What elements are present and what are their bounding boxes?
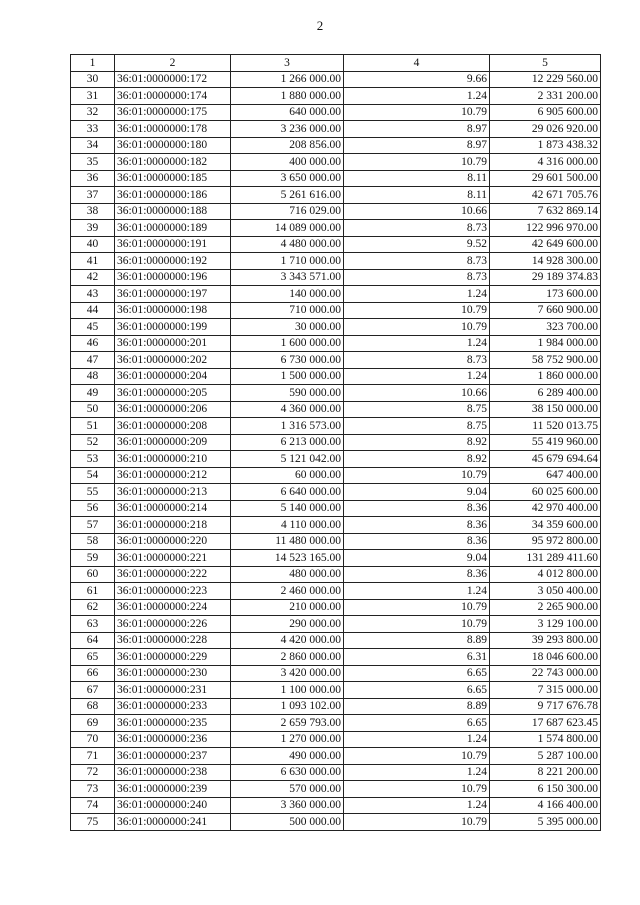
area-cell: 1 270 000.00 (231, 731, 344, 748)
row-number-cell: 58 (71, 533, 115, 550)
rate-cell: 8.92 (344, 451, 490, 468)
value-cell: 6 905 600.00 (490, 104, 601, 121)
value-cell: 42 649 600.00 (490, 236, 601, 253)
area-cell: 480 000.00 (231, 566, 344, 583)
area-cell: 208 856.00 (231, 137, 344, 154)
row-number-cell: 74 (71, 797, 115, 814)
table-row (71, 682, 601, 699)
table-row (71, 88, 601, 105)
cadastral-number-cell: 36:01:0000000:189 (115, 220, 231, 237)
table-row (71, 632, 601, 649)
area-cell: 14 089 000.00 (231, 220, 344, 237)
value-cell: 95 972 800.00 (490, 533, 601, 550)
rate-cell: 8.11 (344, 187, 490, 204)
rate-cell: 8.73 (344, 352, 490, 369)
cadastral-number-cell: 36:01:0000000:239 (115, 781, 231, 798)
rate-cell: 9.04 (344, 484, 490, 501)
cadastral-number-cell: 36:01:0000000:240 (115, 797, 231, 814)
table-row (71, 253, 601, 270)
area-cell: 11 480 000.00 (231, 533, 344, 550)
value-cell: 131 289 411.60 (490, 550, 601, 567)
rate-cell: 10.79 (344, 319, 490, 336)
rate-cell: 1.24 (344, 797, 490, 814)
rate-cell: 8.36 (344, 533, 490, 550)
row-number-cell: 59 (71, 550, 115, 567)
row-number-cell: 73 (71, 781, 115, 798)
column-header: 5 (490, 55, 601, 72)
rate-cell: 1.24 (344, 88, 490, 105)
page-number: 2 (316, 18, 324, 33)
column-header: 2 (115, 55, 231, 72)
value-cell: 323 700.00 (490, 319, 601, 336)
rate-cell: 10.79 (344, 781, 490, 798)
area-cell: 3 650 000.00 (231, 170, 344, 187)
cadastral-number-cell: 36:01:0000000:235 (115, 715, 231, 732)
row-number-cell: 64 (71, 632, 115, 649)
cadastral-number-cell: 36:01:0000000:224 (115, 599, 231, 616)
table-row (71, 665, 601, 682)
area-cell: 4 110 000.00 (231, 517, 344, 534)
row-number-cell: 66 (71, 665, 115, 682)
row-number-cell: 72 (71, 764, 115, 781)
value-cell: 1 574 800.00 (490, 731, 601, 748)
rate-cell: 1.24 (344, 368, 490, 385)
value-cell: 7 660 900.00 (490, 302, 601, 319)
value-cell: 2 331 200.00 (490, 88, 601, 105)
table-row (71, 649, 601, 666)
table-row (71, 385, 601, 402)
value-cell: 55 419 960.00 (490, 434, 601, 451)
table-row (71, 302, 601, 319)
area-cell: 1 500 000.00 (231, 368, 344, 385)
area-cell: 2 460 000.00 (231, 583, 344, 600)
value-cell: 14 928 300.00 (490, 253, 601, 270)
area-cell: 4 360 000.00 (231, 401, 344, 418)
table-row (71, 500, 601, 517)
area-cell: 2 860 000.00 (231, 649, 344, 666)
cadastral-number-cell: 36:01:0000000:202 (115, 352, 231, 369)
row-number-cell: 75 (71, 814, 115, 831)
row-number-cell: 65 (71, 649, 115, 666)
cadastral-number-cell: 36:01:0000000:196 (115, 269, 231, 286)
row-number-cell: 49 (71, 385, 115, 402)
rate-cell: 8.97 (344, 121, 490, 138)
value-cell: 11 520 013.75 (490, 418, 601, 435)
cadastral-number-cell: 36:01:0000000:238 (115, 764, 231, 781)
rate-cell: 6.31 (344, 649, 490, 666)
area-cell: 2 659 793.00 (231, 715, 344, 732)
row-number-cell: 32 (71, 104, 115, 121)
table-body (71, 71, 601, 830)
table-row (71, 121, 601, 138)
area-cell: 290 000.00 (231, 616, 344, 633)
row-number-cell: 53 (71, 451, 115, 468)
row-number-cell: 30 (71, 71, 115, 88)
table-row (71, 319, 601, 336)
cadastral-number-cell: 36:01:0000000:213 (115, 484, 231, 501)
row-number-cell: 48 (71, 368, 115, 385)
table-row (71, 484, 601, 501)
rate-cell: 1.24 (344, 731, 490, 748)
cadastral-number-cell: 36:01:0000000:220 (115, 533, 231, 550)
rate-cell: 9.04 (344, 550, 490, 567)
row-number-cell: 52 (71, 434, 115, 451)
area-cell: 570 000.00 (231, 781, 344, 798)
rate-cell: 10.79 (344, 154, 490, 171)
rate-cell: 8.75 (344, 401, 490, 418)
table-row (71, 203, 601, 220)
row-number-cell: 69 (71, 715, 115, 732)
value-cell: 38 150 000.00 (490, 401, 601, 418)
cadastral-number-cell: 36:01:0000000:206 (115, 401, 231, 418)
table-row (71, 715, 601, 732)
data-table (70, 54, 601, 831)
rate-cell: 10.79 (344, 104, 490, 121)
cadastral-number-cell: 36:01:0000000:221 (115, 550, 231, 567)
rate-cell: 10.79 (344, 616, 490, 633)
cadastral-number-cell: 36:01:0000000:237 (115, 748, 231, 765)
value-cell: 4 012 800.00 (490, 566, 601, 583)
column-header: 4 (344, 55, 490, 72)
area-cell: 6 640 000.00 (231, 484, 344, 501)
cadastral-number-cell: 36:01:0000000:191 (115, 236, 231, 253)
cadastral-number-cell: 36:01:0000000:209 (115, 434, 231, 451)
area-cell: 3 420 000.00 (231, 665, 344, 682)
value-cell: 647 400.00 (490, 467, 601, 484)
cadastral-number-cell: 36:01:0000000:204 (115, 368, 231, 385)
rate-cell: 8.73 (344, 269, 490, 286)
cadastral-number-cell: 36:01:0000000:218 (115, 517, 231, 534)
value-cell: 4 316 000.00 (490, 154, 601, 171)
table-row (71, 434, 601, 451)
area-cell: 210 000.00 (231, 599, 344, 616)
cadastral-number-cell: 36:01:0000000:175 (115, 104, 231, 121)
value-cell: 3 129 100.00 (490, 616, 601, 633)
rate-cell: 10.79 (344, 748, 490, 765)
row-number-cell: 70 (71, 731, 115, 748)
value-cell: 29 189 374.83 (490, 269, 601, 286)
area-cell: 590 000.00 (231, 385, 344, 402)
rate-cell: 8.97 (344, 137, 490, 154)
area-cell: 4 420 000.00 (231, 632, 344, 649)
row-number-cell: 55 (71, 484, 115, 501)
cadastral-number-cell: 36:01:0000000:210 (115, 451, 231, 468)
row-number-cell: 47 (71, 352, 115, 369)
area-cell: 5 121 042.00 (231, 451, 344, 468)
row-number-cell: 37 (71, 187, 115, 204)
table-row (71, 781, 601, 798)
area-cell: 1 266 000.00 (231, 71, 344, 88)
table-row (71, 731, 601, 748)
table-row (71, 797, 601, 814)
value-cell: 6 289 400.00 (490, 385, 601, 402)
value-cell: 7 315 000.00 (490, 682, 601, 699)
rate-cell: 6.65 (344, 682, 490, 699)
area-cell: 5 261 616.00 (231, 187, 344, 204)
rate-cell: 8.73 (344, 220, 490, 237)
cadastral-number-cell: 36:01:0000000:172 (115, 71, 231, 88)
value-cell: 42 671 705.76 (490, 187, 601, 204)
area-cell: 1 600 000.00 (231, 335, 344, 352)
area-cell: 6 630 000.00 (231, 764, 344, 781)
rate-cell: 10.79 (344, 467, 490, 484)
area-cell: 1 100 000.00 (231, 682, 344, 699)
table-row (71, 401, 601, 418)
value-cell: 3 050 400.00 (490, 583, 601, 600)
rate-cell: 10.79 (344, 814, 490, 831)
value-cell: 18 046 600.00 (490, 649, 601, 666)
table-row (71, 104, 601, 121)
row-number-cell: 43 (71, 286, 115, 303)
area-cell: 60 000.00 (231, 467, 344, 484)
value-cell: 4 166 400.00 (490, 797, 601, 814)
value-cell: 173 600.00 (490, 286, 601, 303)
row-number-cell: 61 (71, 583, 115, 600)
row-number-cell: 68 (71, 698, 115, 715)
area-cell: 400 000.00 (231, 154, 344, 171)
row-number-cell: 63 (71, 616, 115, 633)
value-cell: 17 687 623.45 (490, 715, 601, 732)
cadastral-number-cell: 36:01:0000000:205 (115, 385, 231, 402)
value-cell: 1 984 000.00 (490, 335, 601, 352)
value-cell: 6 150 300.00 (490, 781, 601, 798)
area-cell: 1 710 000.00 (231, 253, 344, 270)
area-cell: 1 093 102.00 (231, 698, 344, 715)
value-cell: 2 265 900.00 (490, 599, 601, 616)
table-row (71, 220, 601, 237)
row-number-cell: 45 (71, 319, 115, 336)
rate-cell: 8.89 (344, 632, 490, 649)
rate-cell: 9.52 (344, 236, 490, 253)
cadastral-number-cell: 36:01:0000000:186 (115, 187, 231, 204)
row-number-cell: 36 (71, 170, 115, 187)
row-number-cell: 46 (71, 335, 115, 352)
row-number-cell: 35 (71, 154, 115, 171)
row-number-cell: 60 (71, 566, 115, 583)
rate-cell: 8.36 (344, 517, 490, 534)
value-cell: 8 221 200.00 (490, 764, 601, 781)
cadastral-number-cell: 36:01:0000000:208 (115, 418, 231, 435)
value-cell: 29 601 500.00 (490, 170, 601, 187)
rate-cell: 1.24 (344, 583, 490, 600)
table-row (71, 170, 601, 187)
row-number-cell: 57 (71, 517, 115, 534)
area-cell: 30 000.00 (231, 319, 344, 336)
rate-cell: 10.66 (344, 203, 490, 220)
value-cell: 122 996 970.00 (490, 220, 601, 237)
table-row (71, 71, 601, 88)
value-cell: 34 359 600.00 (490, 517, 601, 534)
table-header-row (71, 55, 601, 72)
row-number-cell: 34 (71, 137, 115, 154)
row-number-cell: 42 (71, 269, 115, 286)
cadastral-number-cell: 36:01:0000000:212 (115, 467, 231, 484)
cadastral-number-cell: 36:01:0000000:199 (115, 319, 231, 336)
rate-cell: 8.73 (344, 253, 490, 270)
cadastral-number-cell: 36:01:0000000:178 (115, 121, 231, 138)
row-number-cell: 71 (71, 748, 115, 765)
table-row (71, 698, 601, 715)
row-number-cell: 51 (71, 418, 115, 435)
cadastral-number-cell: 36:01:0000000:236 (115, 731, 231, 748)
rate-cell: 10.79 (344, 599, 490, 616)
row-number-cell: 50 (71, 401, 115, 418)
cadastral-number-cell: 36:01:0000000:228 (115, 632, 231, 649)
table-row (71, 286, 601, 303)
cadastral-number-cell: 36:01:0000000:231 (115, 682, 231, 699)
area-cell: 3 360 000.00 (231, 797, 344, 814)
area-cell: 6 730 000.00 (231, 352, 344, 369)
value-cell: 42 970 400.00 (490, 500, 601, 517)
value-cell: 7 632 869.14 (490, 203, 601, 220)
area-cell: 1 316 573.00 (231, 418, 344, 435)
table-row (71, 467, 601, 484)
area-cell: 5 140 000.00 (231, 500, 344, 517)
area-cell: 3 343 571.00 (231, 269, 344, 286)
table-row (71, 335, 601, 352)
table-row (71, 748, 601, 765)
value-cell: 45 679 694.64 (490, 451, 601, 468)
row-number-cell: 31 (71, 88, 115, 105)
cadastral-number-cell: 36:01:0000000:185 (115, 170, 231, 187)
table-row (71, 269, 601, 286)
table-row (71, 368, 601, 385)
value-cell: 60 025 600.00 (490, 484, 601, 501)
value-cell: 39 293 800.00 (490, 632, 601, 649)
cadastral-number-cell: 36:01:0000000:226 (115, 616, 231, 633)
value-cell: 5 287 100.00 (490, 748, 601, 765)
rate-cell: 10.79 (344, 302, 490, 319)
cadastral-number-cell: 36:01:0000000:182 (115, 154, 231, 171)
table-row (71, 814, 601, 831)
row-number-cell: 67 (71, 682, 115, 699)
cadastral-number-cell: 36:01:0000000:214 (115, 500, 231, 517)
table-row (71, 583, 601, 600)
table-row (71, 154, 601, 171)
cadastral-number-cell: 36:01:0000000:180 (115, 137, 231, 154)
table-row (71, 599, 601, 616)
cadastral-number-cell: 36:01:0000000:229 (115, 649, 231, 666)
area-cell: 3 236 000.00 (231, 121, 344, 138)
value-cell: 1 860 000.00 (490, 368, 601, 385)
row-number-cell: 38 (71, 203, 115, 220)
column-header: 3 (231, 55, 344, 72)
cadastral-number-cell: 36:01:0000000:201 (115, 335, 231, 352)
row-number-cell: 41 (71, 253, 115, 270)
rate-cell: 10.66 (344, 385, 490, 402)
row-number-cell: 44 (71, 302, 115, 319)
rate-cell: 8.11 (344, 170, 490, 187)
rate-cell: 8.75 (344, 418, 490, 435)
area-cell: 716 029.00 (231, 203, 344, 220)
cadastral-number-cell: 36:01:0000000:230 (115, 665, 231, 682)
area-cell: 6 213 000.00 (231, 434, 344, 451)
area-cell: 490 000.00 (231, 748, 344, 765)
table-row (71, 517, 601, 534)
cadastral-number-cell: 36:01:0000000:192 (115, 253, 231, 270)
rate-cell: 6.65 (344, 665, 490, 682)
table-row (71, 550, 601, 567)
table-row (71, 187, 601, 204)
rate-cell: 8.92 (344, 434, 490, 451)
table-row (71, 616, 601, 633)
table-row (71, 137, 601, 154)
cadastral-number-cell: 36:01:0000000:197 (115, 286, 231, 303)
rate-cell: 8.89 (344, 698, 490, 715)
value-cell: 9 717 676.78 (490, 698, 601, 715)
area-cell: 140 000.00 (231, 286, 344, 303)
table-row (71, 236, 601, 253)
rate-cell: 8.36 (344, 500, 490, 517)
table-row (71, 566, 601, 583)
cadastral-number-cell: 36:01:0000000:222 (115, 566, 231, 583)
value-cell: 5 395 000.00 (490, 814, 601, 831)
cadastral-number-cell: 36:01:0000000:188 (115, 203, 231, 220)
table-row (71, 533, 601, 550)
area-cell: 1 880 000.00 (231, 88, 344, 105)
row-number-cell: 62 (71, 599, 115, 616)
table-row (71, 764, 601, 781)
value-cell: 12 229 560.00 (490, 71, 601, 88)
row-number-cell: 54 (71, 467, 115, 484)
row-number-cell: 56 (71, 500, 115, 517)
cadastral-number-cell: 36:01:0000000:233 (115, 698, 231, 715)
cadastral-number-cell: 36:01:0000000:223 (115, 583, 231, 600)
area-cell: 710 000.00 (231, 302, 344, 319)
row-number-cell: 39 (71, 220, 115, 237)
rate-cell: 6.65 (344, 715, 490, 732)
table-row (71, 418, 601, 435)
value-cell: 58 752 900.00 (490, 352, 601, 369)
table-row (71, 451, 601, 468)
row-number-cell: 40 (71, 236, 115, 253)
rate-cell: 1.24 (344, 764, 490, 781)
value-cell: 29 026 920.00 (490, 121, 601, 138)
value-cell: 1 873 438.32 (490, 137, 601, 154)
cadastral-number-cell: 36:01:0000000:241 (115, 814, 231, 831)
area-cell: 500 000.00 (231, 814, 344, 831)
rate-cell: 1.24 (344, 286, 490, 303)
rate-cell: 9.66 (344, 71, 490, 88)
table-row (71, 352, 601, 369)
rate-cell: 8.36 (344, 566, 490, 583)
column-header: 1 (71, 55, 115, 72)
cadastral-number-cell: 36:01:0000000:198 (115, 302, 231, 319)
cadastral-number-cell: 36:01:0000000:174 (115, 88, 231, 105)
row-number-cell: 33 (71, 121, 115, 138)
value-cell: 22 743 000.00 (490, 665, 601, 682)
rate-cell: 1.24 (344, 335, 490, 352)
area-cell: 640 000.00 (231, 104, 344, 121)
area-cell: 14 523 165.00 (231, 550, 344, 567)
area-cell: 4 480 000.00 (231, 236, 344, 253)
